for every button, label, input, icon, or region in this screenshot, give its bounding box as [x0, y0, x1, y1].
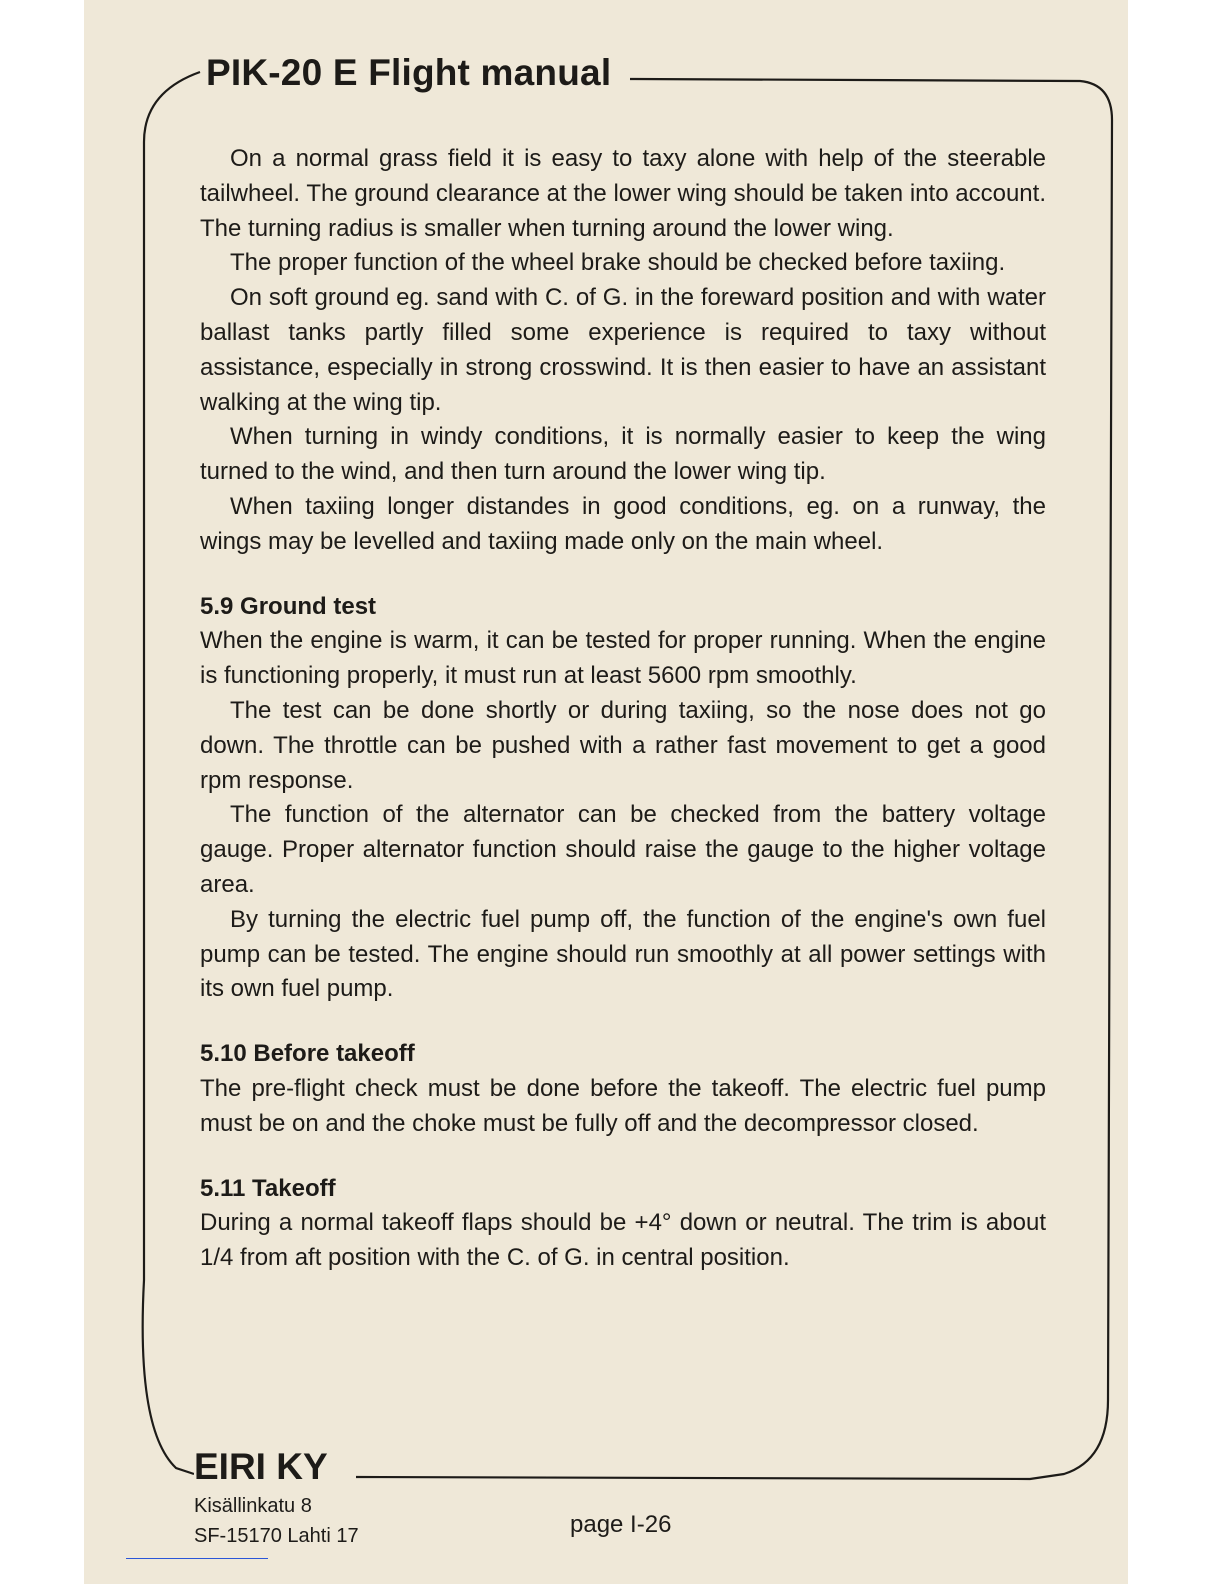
company-name: EIRI KY	[194, 1446, 336, 1488]
section-heading-ground-test: 5.9 Ground test	[200, 592, 377, 620]
paragraph-before-takeoff: The pre-flight check must be done before the takeoff. The electric fuel pump must be on and the choke must be fully off and the decompressor closed.	[200, 1074, 1046, 1137]
paragraph-ground-test-4: By turning the electric fuel pump off, the function of the engine's own fuel pump can be tested. The engine should run smoothly at all power settings with its own fuel pump.	[200, 905, 1046, 1003]
paragraph-long-distances: When taxiing longer distandes in good conditions, eg. on a runway, the wings may be levelled and taxiing made only on the main wheel.	[200, 492, 1046, 555]
paragraph-ground-test-1: When the engine is warm, it can be tested for proper running. When the engine is functioning properly, it must run at least 5600 rpm smoothly.	[200, 627, 1046, 690]
page-title: PIK-20 E Flight manual	[206, 52, 612, 93]
section-heading-before-takeoff: 5.10 Before takeoff	[200, 1040, 415, 1068]
corner-link-underline	[126, 1558, 268, 1559]
paragraph-windy-conditions: When turning in windy conditions, it is normally easier to keep the wing turned to the wind, and then turn around the lower wing tip.	[200, 423, 1046, 486]
manual-body	[200, 142, 1046, 1276]
address-street: Kisällinkatu 8	[194, 1495, 312, 1517]
paragraph-ground-test-3: The function of the alternator can be checked from the battery voltage gauge. Proper alternator function should raise the gauge to the higher voltage area.	[200, 801, 1046, 898]
address-city: SF-15170 Lahti 17	[194, 1525, 359, 1547]
company-address	[194, 1491, 359, 1551]
paragraph-taxiing-grass: On a normal grass field it is easy to taxy alone with help of the steerable tailwheel. The ground clearance at the lower wing should be taken into account. The turning radius is smaller when turning around the lower wing.	[200, 145, 1046, 242]
paragraph-soft-ground: On soft ground eg. sand with C. of G. in the foreward position and with water ballast tanks partly filled some experience is required to taxy without assistance, especially in strong crosswind. It is then easier to have an assistant walking at the wing tip.	[200, 284, 1046, 416]
paragraph-wheel-brake: The proper function of the wheel brake should be checked before taxiing.	[230, 249, 1006, 277]
section-heading-takeoff: 5.11 Takeoff	[200, 1174, 336, 1202]
page-number: page I-26	[570, 1511, 672, 1538]
paragraph-ground-test-2: The test can be done shortly or during taxiing, so the nose does not go down. The throttle can be pushed with a rather fast movement to get a good rpm response.	[200, 696, 1046, 794]
paragraph-takeoff: During a normal takeoff flaps should be +4° down or neutral. The trim is about 1/4 from aft position with the C. of G. in central position.	[200, 1209, 1046, 1272]
